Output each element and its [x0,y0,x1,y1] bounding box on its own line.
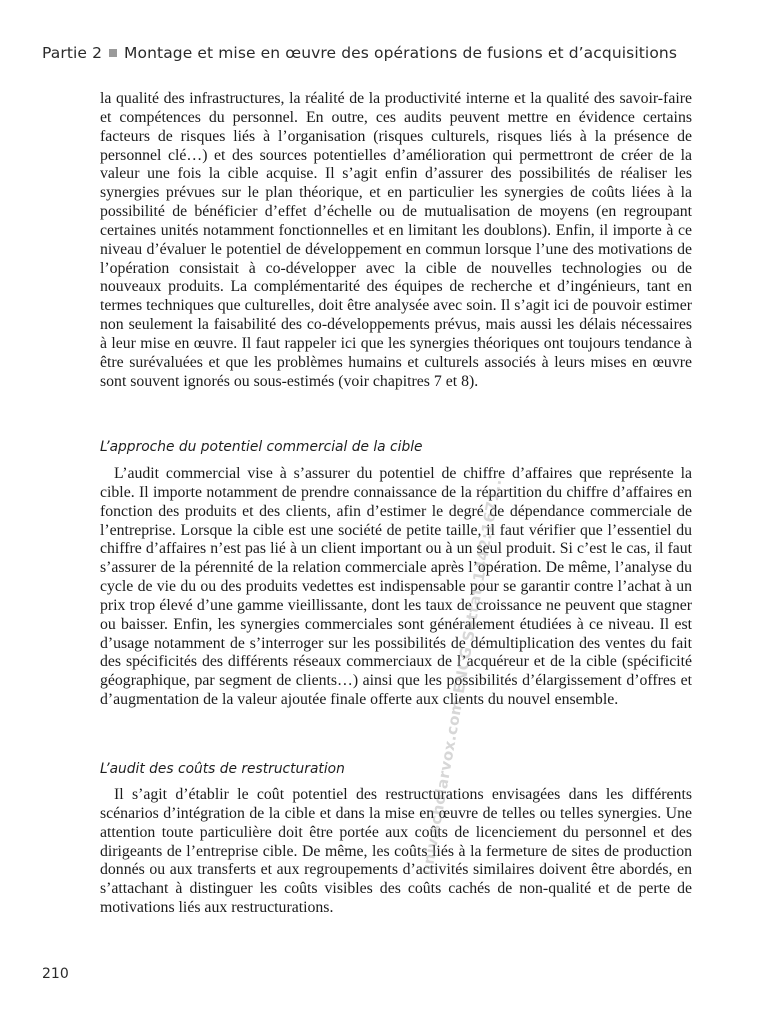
part-label: Partie 2 [42,44,103,62]
square-bullet-icon [109,49,117,57]
running-header [42,44,677,62]
paragraph-commercial [100,465,692,710]
section-heading-commercial: L’approche du potentiel commercial de la cible [100,439,423,455]
chapter-title: Montage et mise en œuvre des opérations de fusions et d’acquisitions [124,44,678,62]
paragraph-infrastructures [100,90,692,392]
page-number: 210 [42,966,69,982]
watermark: univ.scholarvox.com:ENCG Settat:1442:1671... [417,471,507,877]
paragraph-text: L’audit commercial vise à s’assurer du potentiel de chiffre d’affaires que représente la cible. Il importe notamment de prendre connaissance de la répartition du chiffre d’affaires en fonction des produits et des clients, afin d’estimer le degré de dépendance commerciale de l’entreprise. Lorsque la cible est une société de petite taille, il faut vérifier que l’essentiel du chiffre d’affaires n’est pas lié à un client important ou à un seul produit. Si c’est le cas, il faut s’assurer de la pérennité de la relation commerciale après l’opération. De même, l’analyse du cycle de vie du ou des produits vedettes est indispensable pour se garantir contre l’achat à un prix trop élevé d’une gamme vieillissante, dont les taux de croissance ne peuvent que stagner ou baisser. Enfin, les synergies commerciales sont généralement étudiées à ce niveau. Il est d’usage notamment de s’interroger sur les possibilités de démultiplication des ventes du fait des spécificités des différents réseaux commerciaux de l’acquéreur et de la cible (spécificité géographique, par segment de clients…) ainsi que les possibilités d’élargissement d’offres et d’augmentation de la valeur ajoutée finale offerte aux clients du nouvel ensemble. [100,465,692,709]
section-heading-restructuration: L’audit des coûts de restructuration [100,761,345,777]
paragraph-text: Il s’agit d’établir le coût potentiel des restructurations envisagées dans les différents scénarios d’intégration de la cible et dans la mise en œuvre de telles ou telles synergies. Une attention toute particulière doit être portée aux coûts de licenciement du personnel et des dirigeants de l’entreprise cible. De même, les coûts liés à la fermeture de sites de production donnés ou aux transferts et aux regroupements d’activités similaires doivent être abordés, en s’attachant à distinguer les coûts visibles des coûts cachés de non-qualité et de perte de motivations liés aux restructurations. [100,786,692,917]
paragraph-text: la qualité des infrastructures, la réalité de la productivité interne et la qualité des savoir-faire et compétences du personnel. En outre, ces audits peuvent mettre en évidence certains facteurs de risques liés à l’organisation (risques culturels, risques liés à la présence de personnel clé…) et des sources potentielles d’amélioration qui permettront de créer de la valeur une fois la cible acquise. Il s’agit enfin d’assurer des possibilités de réaliser les synergies prévues sur le plan théorique, et en particulier les synergies de coûts liées à la possibilité de bénéficier d’effet d’échelle ou de mutualisation de moyens (en regroupant certaines unités notamment fonctionnelles et en limitant les doublons). Enfin, il importe à ce niveau d’évaluer le potentiel de développement en commun lorsque l’une des motivations de l’opération consistait à co-développer avec la cible de nouvelles technologies ou de nouveaux produits. La complémentarité des équipes de recherche et d’ingénieurs, tant en termes techniques que culturelles, doit être analysée avec soin. Il s’agit ici de pouvoir estimer non seulement la faisabilité des co-développements prévus, mais aussi les délais nécessaires à leur mise en œuvre. Il faut rappeler ici que les synergies théoriques ont toujours tendance à être surévaluées et que les problèmes humains et culturels associés à leurs mises en œuvre sont souvent ignorés ou sous-estimés (voir chapitres 7 et 8). [100,90,692,390]
paragraph-restructuration [100,786,692,918]
